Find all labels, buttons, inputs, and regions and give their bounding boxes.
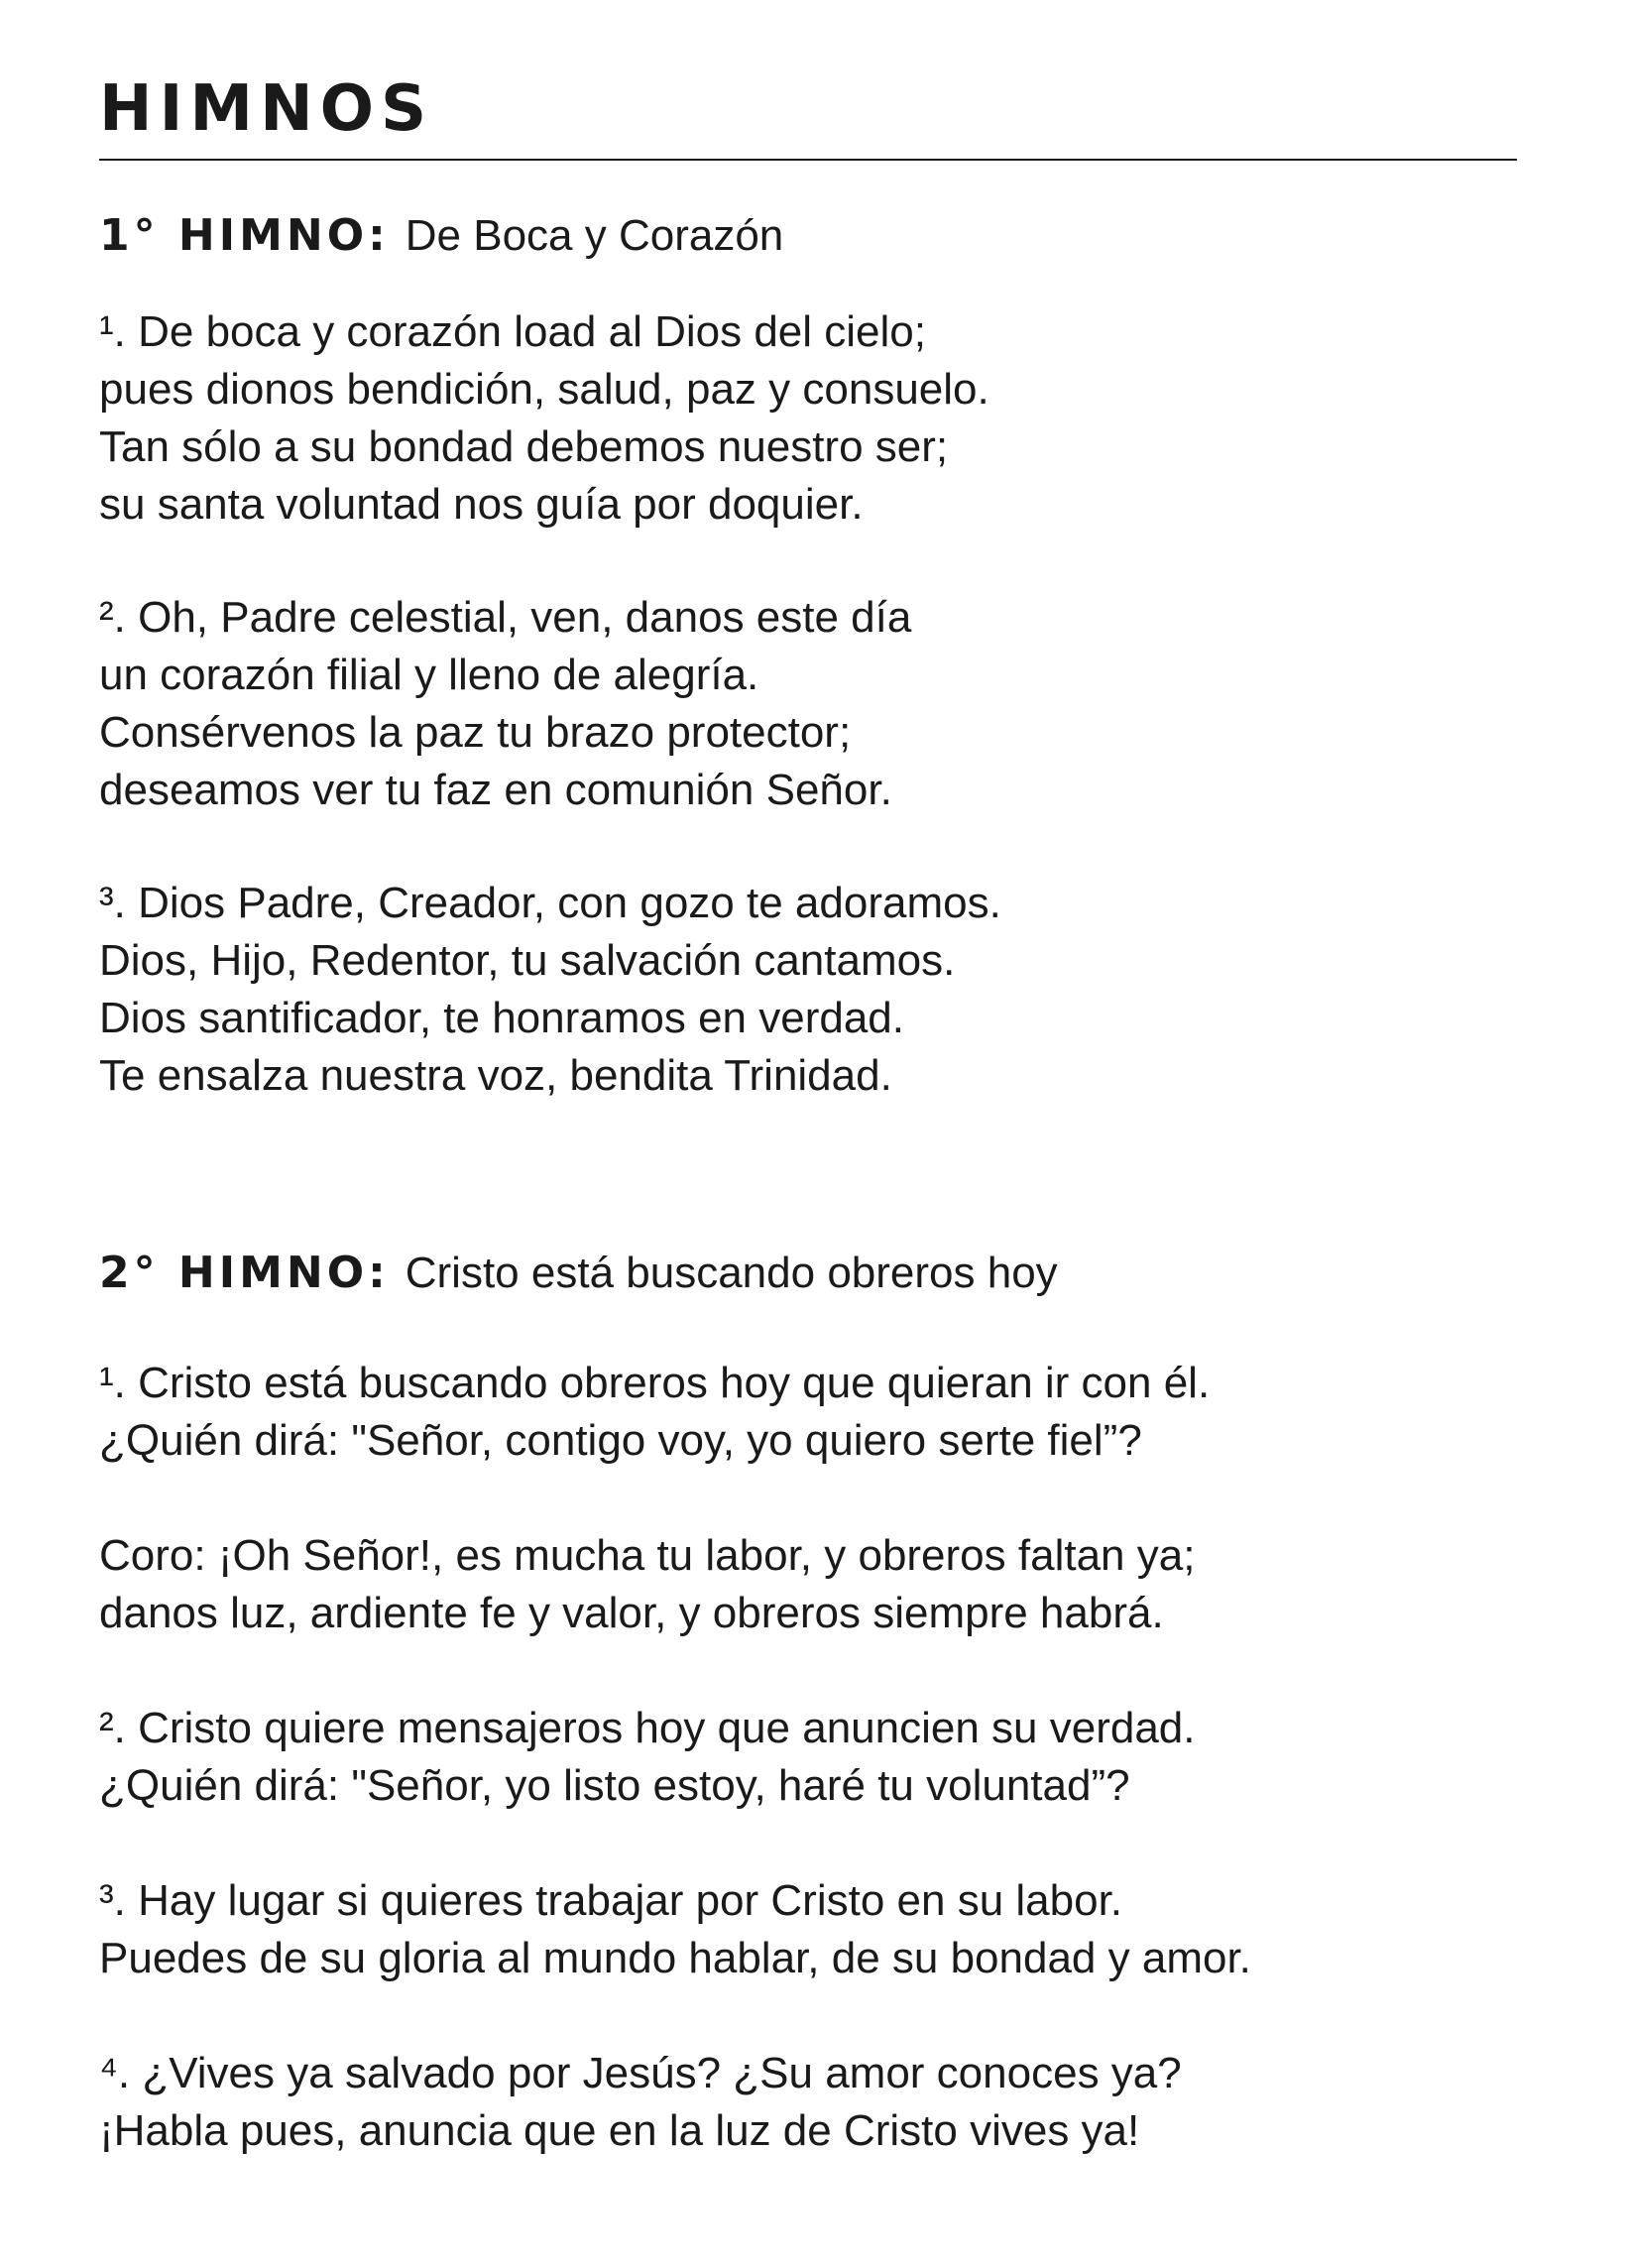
verse-line: Dios santificador, te honramos en verdad. (99, 994, 905, 1042)
hymn-heading (99, 1246, 1517, 1301)
verse-line: ¡Habla pues, anuncia que en la luz de Cristo vives ya! (99, 2106, 1140, 2155)
verse-line: danos luz, ardiente fe y valor, y obreros siempre habrá. (99, 1589, 1164, 1637)
page-title: HIMNOS (99, 72, 434, 146)
verse-line: ¹. De boca y corazón load al Dios del cielo; (99, 307, 926, 356)
verse-line: ¿Quién dirá: "Señor, yo listo estoy, haré tu voluntad”? (99, 1761, 1130, 1810)
verse-line: su santa voluntad nos guía por doquier. (99, 480, 864, 529)
verse-line: ¿Quién dirá: "Señor, contigo voy, yo quiero serte fiel”? (99, 1416, 1142, 1465)
verse-line: Coro: ¡Oh Señor!, es mucha tu labor, y obreros faltan ya; (99, 1531, 1196, 1580)
document-page (99, 69, 1517, 2155)
hymn-number-label: 1° HIMNO: (99, 210, 390, 261)
hymn-heading (99, 208, 1517, 264)
verse-line: Consérvenos la paz tu brazo protector; (99, 708, 852, 757)
verse-line: ¹. Cristo está buscando obreros hoy que quieran ir con él. (99, 1359, 1211, 1407)
verse-line: ². Cristo quiere mensajeros hoy que anuncien su verdad. (99, 1704, 1196, 1752)
hymn-2-stanza-2 (99, 1700, 1196, 1815)
hymn-1 (99, 208, 1517, 1100)
hymn-2-stanza-1 (99, 1355, 1210, 1470)
hymn-1-stanza-3 (99, 875, 1001, 1105)
title-divider (99, 159, 1517, 161)
hymn-2-chorus (99, 1527, 1195, 1642)
hymn-2-stanza-4 (99, 2045, 1182, 2160)
hymn-2-stanza-3 (99, 1872, 1251, 1987)
verse-line: Puedes de su gloria al mundo hablar, de su bondad y amor. (99, 1934, 1251, 1982)
hymn-2 (99, 1246, 1517, 2155)
verse-line: Te ensalza nuestra voz, bendita Trinidad. (99, 1051, 892, 1100)
verse-line: deseamos ver tu faz en comunión Señor. (99, 766, 892, 814)
hymn-name: De Boca y Corazón (405, 211, 784, 260)
verse-line: ³. Hay lugar si quieres trabajar por Cristo en su labor. (99, 1876, 1123, 1925)
verse-line: pues dionos bendición, salud, paz y consuelo. (99, 365, 989, 414)
verse-line: un corazón filial y lleno de alegría. (99, 651, 759, 699)
verse-line: ⁴. ¿Vives ya salvado por Jesús? ¿Su amor conoces ya? (99, 2049, 1182, 2097)
verse-line: Tan sólo a su bondad debemos nuestro ser; (99, 422, 949, 471)
hymn-1-stanza-2 (99, 589, 911, 819)
verse-line: ³. Dios Padre, Creador, con gozo te adoramos. (99, 879, 1001, 927)
hymn-1-stanza-1 (99, 303, 989, 534)
hymn-name: Cristo está buscando obreros hoy (405, 1249, 1058, 1297)
verse-line: Dios, Hijo, Redentor, tu salvación cantamos. (99, 936, 956, 985)
hymn-number-label: 2° HIMNO: (99, 1248, 390, 1298)
verse-line: ². Oh, Padre celestial, ven, danos este día (99, 593, 912, 642)
